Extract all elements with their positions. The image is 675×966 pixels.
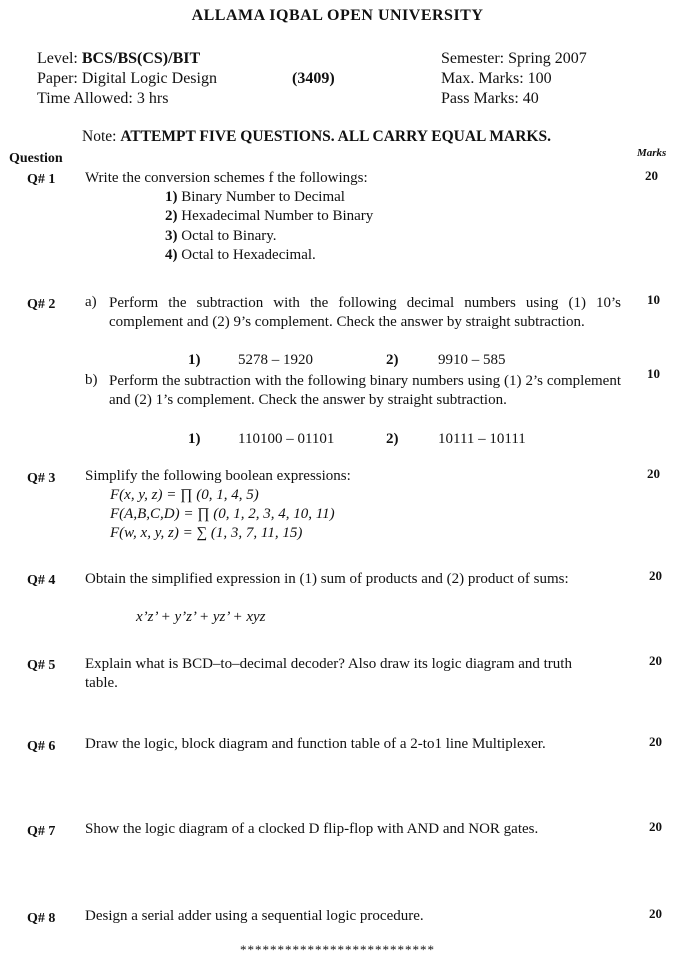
part-label: a)	[85, 294, 97, 310]
level-value: BCS/BS(CS)/BIT	[81, 50, 201, 67]
level-label: Level:	[37, 50, 78, 67]
subtraction-item: 10111 – 10111	[438, 431, 526, 447]
paper-label: Paper:	[37, 70, 78, 87]
subtraction-item: 1)	[188, 352, 201, 368]
question-marks: 20	[649, 653, 662, 668]
question-text: Simplify the following boolean expressions:	[85, 468, 351, 484]
part-text: Perform the subtraction with the following binary numbers using (1) 2’s complement and (2) 1’s complement. Check the answer by straight subtraction.	[109, 373, 621, 408]
semester: Semester: Spring 2007	[441, 50, 587, 67]
question-number: Q# 8	[27, 911, 56, 926]
part-label: b)	[85, 372, 98, 388]
paper-line	[37, 70, 217, 88]
question-text: Show the logic diagram of a clocked D flip-flop with AND and NOR gates.	[85, 821, 539, 837]
part-marks: 10	[647, 366, 660, 381]
question-marks: 20	[645, 168, 658, 183]
boolean-expression: F(A,B,C,D) = ∏ (0, 1, 2, 3, 4, 10, 11)	[110, 506, 335, 522]
subtraction-item: 5278 – 1920	[238, 352, 313, 368]
question-number: Q# 3	[27, 471, 56, 486]
question-marks: 20	[649, 819, 662, 834]
note-label: Note:	[82, 128, 117, 145]
subtraction-item: 9910 – 585	[438, 352, 506, 368]
boolean-expression: F(x, y, z) = ∏ (0, 1, 4, 5)	[110, 487, 259, 503]
question-number: Q# 7	[27, 824, 56, 839]
time-allowed: Time Allowed: 3 hrs	[37, 90, 169, 107]
question-column-header: Question	[9, 151, 63, 166]
footer-separator: **************************	[240, 942, 435, 957]
list-item: 3) Octal to Binary.	[165, 228, 277, 244]
max-marks: Max. Marks: 100	[441, 70, 552, 87]
paper-value: Digital Logic Design	[81, 70, 217, 87]
question-number: Q# 5	[27, 658, 56, 673]
part-text: Perform the subtraction with the following decimal numbers using (1) 10’s complement and (2) 9’s complement. Check the answer by straight subtraction.	[109, 295, 621, 330]
question-number: Q# 4	[27, 573, 56, 588]
note-text: ATTEMPT FIVE QUESTIONS. ALL CARRY EQUAL MARKS.	[120, 128, 551, 145]
subtraction-item: 2)	[386, 431, 399, 447]
question-text: Draw the logic, block diagram and function table of a 2-to1 line Multiplexer.	[85, 736, 546, 752]
question-marks: 20	[649, 734, 662, 749]
part-marks: 10	[647, 292, 660, 307]
pass-marks: Pass Marks: 40	[441, 90, 539, 107]
boolean-expression: F(w, x, y, z) = ∑ (1, 3, 7, 11, 15)	[110, 525, 303, 541]
subtraction-item: 110100 – 01101	[238, 431, 335, 447]
question-text: Design a serial adder using a sequential logic procedure.	[85, 908, 424, 924]
boolean-expression: x’z’ + y’z’ + yz’ + xyz	[136, 609, 266, 625]
question-marks: 20	[649, 568, 662, 583]
question-text: Obtain the simplified expression in (1) sum of products and (2) product of sums:	[85, 571, 569, 587]
list-item: 4) Octal to Hexadecimal.	[165, 247, 316, 263]
question-number: Q# 6	[27, 739, 56, 754]
marks-column-header: Marks	[637, 147, 667, 159]
question-marks: 20	[649, 906, 662, 921]
question-number: Q# 2	[27, 297, 56, 312]
instructions-note	[82, 128, 551, 146]
question-text: Explain what is BCD–to–decimal decoder? Also draw its logic diagram and truth table.	[85, 656, 572, 691]
question-number: Q# 1	[27, 172, 56, 187]
paper-code: (3409)	[292, 70, 335, 87]
question-text: Write the conversion schemes f the followings:	[85, 170, 368, 186]
list-item: 2) Hexadecimal Number to Binary	[165, 208, 374, 224]
subtraction-item: 1)	[188, 431, 201, 447]
level-line	[37, 50, 200, 68]
question-marks: 20	[647, 466, 660, 481]
list-item: 1) Binary Number to Decimal	[165, 189, 345, 205]
subtraction-item: 2)	[386, 352, 399, 368]
university-title: ALLAMA IQBAL OPEN UNIVERSITY	[191, 7, 484, 24]
